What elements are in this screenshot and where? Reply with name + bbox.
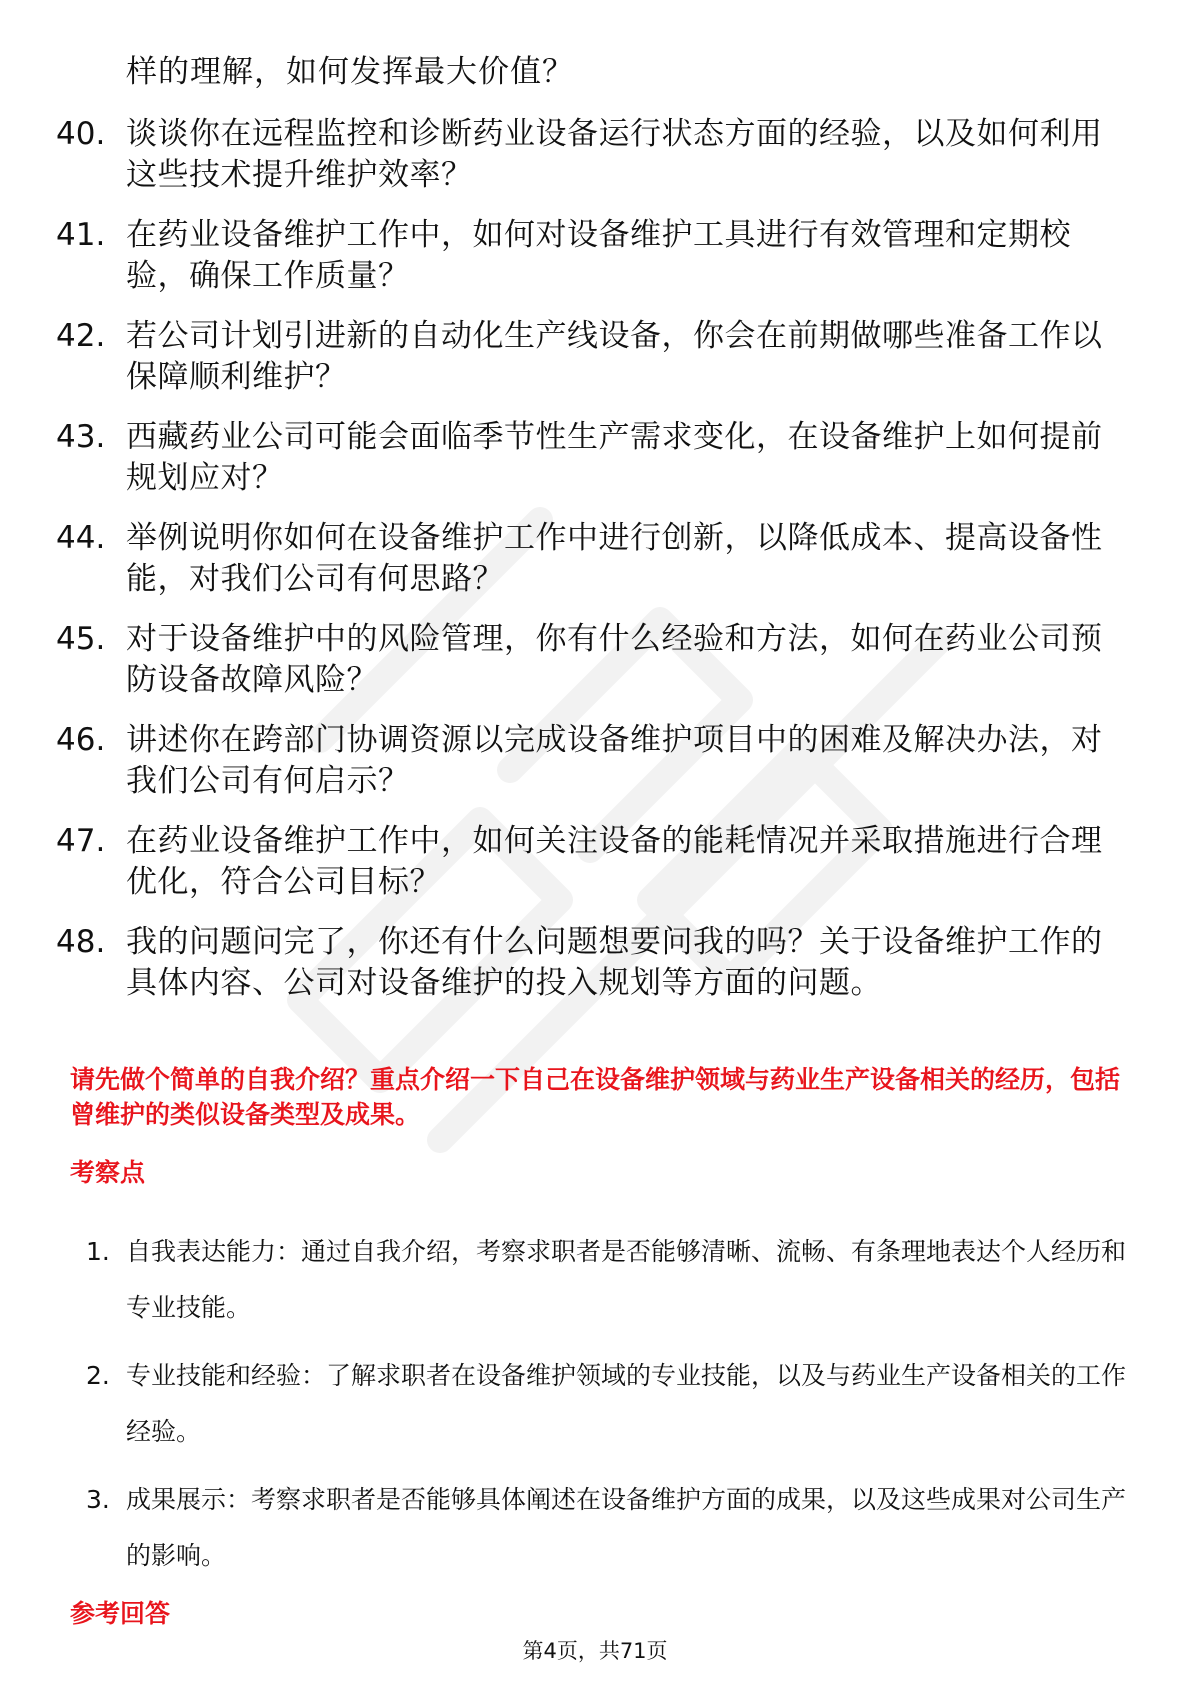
- question-number: 40.: [56, 116, 106, 152]
- page-footer: 第4页，共71页: [522, 1639, 668, 1663]
- question-number: 43.: [56, 419, 106, 455]
- point-number: 2.: [86, 1361, 110, 1390]
- point-text: 专业技能和经验：了解求职者在设备维护领域的专业技能，以及与药业生产设备相关的工作经验。: [126, 1361, 1127, 1446]
- continued-question-text: 样的理解，如何发挥最大价值？: [126, 54, 574, 90]
- question-number: 41.: [56, 217, 106, 253]
- question-number: 44.: [56, 520, 106, 556]
- question-text: 谈谈你在远程监控和诊断药业设备运行状态方面的经验，以及如何利用这些技术提升维护效率？: [126, 116, 1103, 193]
- assessment-point-item: [86, 1348, 1131, 1460]
- point-text: 成果展示：考察求职者是否能够具体阐述在设备维护方面的成果，以及这些成果对公司生产的影响。: [126, 1485, 1127, 1570]
- point-text: 自我表达能力：通过自我介绍，考察求职者是否能够清晰、流畅、有条理地表达个人经历和专业技能。: [126, 1237, 1127, 1322]
- point-number: 1.: [86, 1237, 110, 1266]
- assessment-point-list: [86, 1224, 1131, 1596]
- question-item: [56, 619, 1126, 701]
- section-heading-reference-answer: 参考回答: [70, 1599, 171, 1628]
- question-item: [56, 114, 1126, 196]
- question-text: 对于设备维护中的风险管理，你有什么经验和方法，如何在药业公司预防设备故障风险？: [126, 621, 1103, 698]
- question-text: 在药业设备维护工作中，如何对设备维护工具进行有效管理和定期校验，确保工作质量？: [126, 217, 1071, 294]
- assessment-point-item: [86, 1472, 1131, 1584]
- question-number: 42.: [56, 318, 106, 354]
- question-number: 48.: [56, 924, 106, 960]
- question-number: 46.: [56, 722, 106, 758]
- question-text: 若公司计划引进新的自动化生产线设备，你会在前期做哪些准备工作以保障顺利维护？: [126, 318, 1103, 395]
- question-list: [56, 114, 1126, 1023]
- section-heading-assessment-points: 考察点: [70, 1158, 146, 1187]
- question-text: 举例说明你如何在设备维护工作中进行创新，以降低成本、提高设备性能，对我们公司有何思路？: [126, 520, 1103, 597]
- question-text: 我的问题问完了，你还有什么问题想要问我的吗？关于设备维护工作的具体内容、公司对设备维护的投入规划等方面的问题。: [126, 924, 1103, 1001]
- question-number: 45.: [56, 621, 106, 657]
- interview-question-heading: 请先做个简单的自我介绍？重点介绍一下自己在设备维护领域与药业生产设备相关的经历，包括曾维护的类似设备类型及成果。: [70, 1065, 1121, 1129]
- question-text: 西藏药业公司可能会面临季节性生产需求变化，在设备维护上如何提前规划应对？: [126, 419, 1103, 496]
- question-item: [56, 316, 1126, 398]
- question-text: 讲述你在跨部门协调资源以完成设备维护项目中的困难及解决办法，对我们公司有何启示？: [126, 722, 1103, 799]
- question-item: [56, 720, 1126, 802]
- point-number: 3.: [86, 1485, 110, 1514]
- question-item: [56, 821, 1126, 903]
- question-item: [56, 215, 1126, 297]
- question-item: [56, 922, 1126, 1004]
- question-text: 在药业设备维护工作中，如何关注设备的能耗情况并采取措施进行合理优化，符合公司目标？: [126, 823, 1103, 900]
- question-item: [56, 417, 1126, 499]
- assessment-point-item: [86, 1224, 1131, 1336]
- question-item: [56, 518, 1126, 600]
- question-number: 47.: [56, 823, 106, 859]
